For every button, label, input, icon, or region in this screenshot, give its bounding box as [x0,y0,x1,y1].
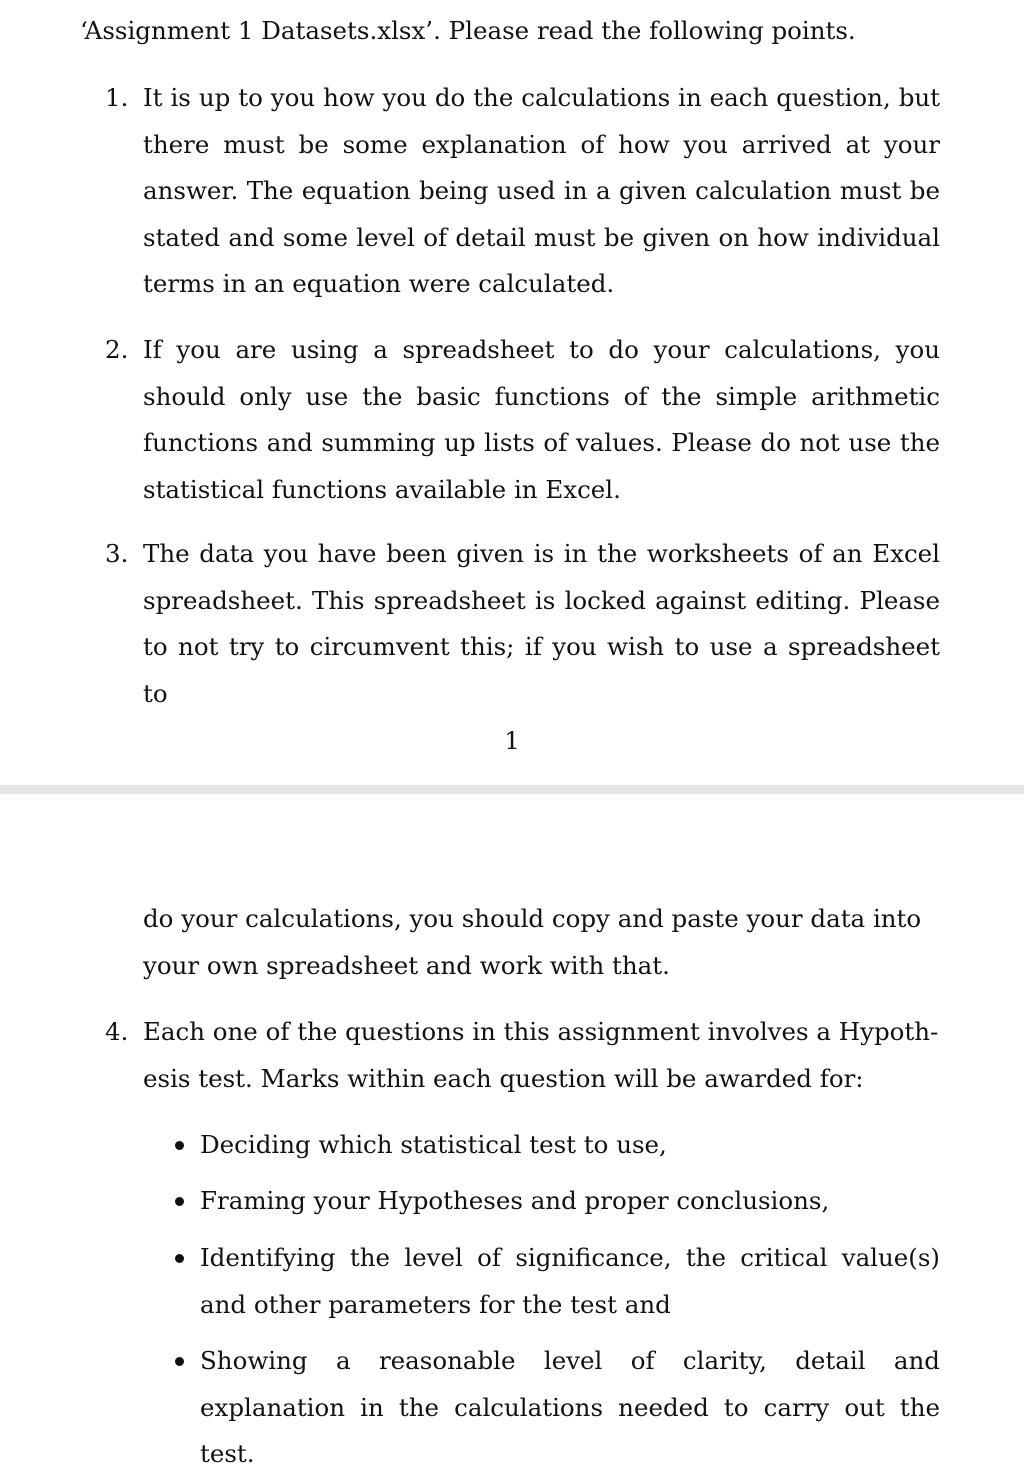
list-item-text: do your calculations, you should copy and paste your data into your own spreadsheet and work with that. [143,904,922,980]
list-item-text: Each one of the questions in this assignment involves a Hypoth-esis test. Marks within each question will be awarded for: [143,1017,939,1093]
bullet-icon [175,1254,184,1263]
list-item-text: If you are using a spreadsheet to do your calculations, you should only use the basic functions of the simple arithmetic functions and summing up lists of values. Please do not use the statistical functions available in Excel. [143,335,940,504]
list-item-number: 1. [105,83,129,112]
bullet-text: Showing a reasonable level of clarity, detail and explanation in the calculations needed to carry out the test. [200,1346,940,1468]
document-page-2 [0,794,1024,1468]
bullet-text: Deciding which statistical test to use, [200,1130,667,1159]
list-item-2 [105,327,940,513]
intro-line: ‘Assignment 1 Datasets.xlsx’. Please read the following points. [80,16,856,45]
bullet-item-4 [200,1338,940,1478]
bullet-icon [175,1197,184,1206]
list-item-3-continuation [143,896,940,989]
list-item-text: The data you have been given is in the worksheets of an Excel spreadsheet. This spreadsheet is locked against editing. Please to not try to circumvent this; if you wish to use a spreadsheet to [143,539,940,708]
bullet-icon [175,1141,184,1150]
list-item-text: It is up to you how you do the calculations in each question, but there must be some explanation of how you arrived at your answer. The equation being used in a given calculation must be stated and some level of detail must be given on how individual terms in an equation were calculated. [143,83,940,298]
bullet-item-2 [200,1178,940,1225]
list-item-number: 3. [105,539,129,568]
list-item-number: 4. [105,1017,129,1046]
bullet-text: Identifying the level of significance, the critical value(s) and other parameters for the test and [200,1243,940,1319]
list-item-1 [105,75,940,308]
bullet-item-1 [200,1122,940,1169]
bullet-icon [175,1357,184,1366]
bullet-item-3 [200,1235,940,1328]
bullet-text: Framing your Hypotheses and proper conclusions, [200,1186,830,1215]
page-number: 1 [504,726,520,755]
list-item-number: 2. [105,335,129,364]
page-separator [0,785,1024,794]
list-item-4 [105,1009,940,1102]
list-item-3 [105,531,940,717]
